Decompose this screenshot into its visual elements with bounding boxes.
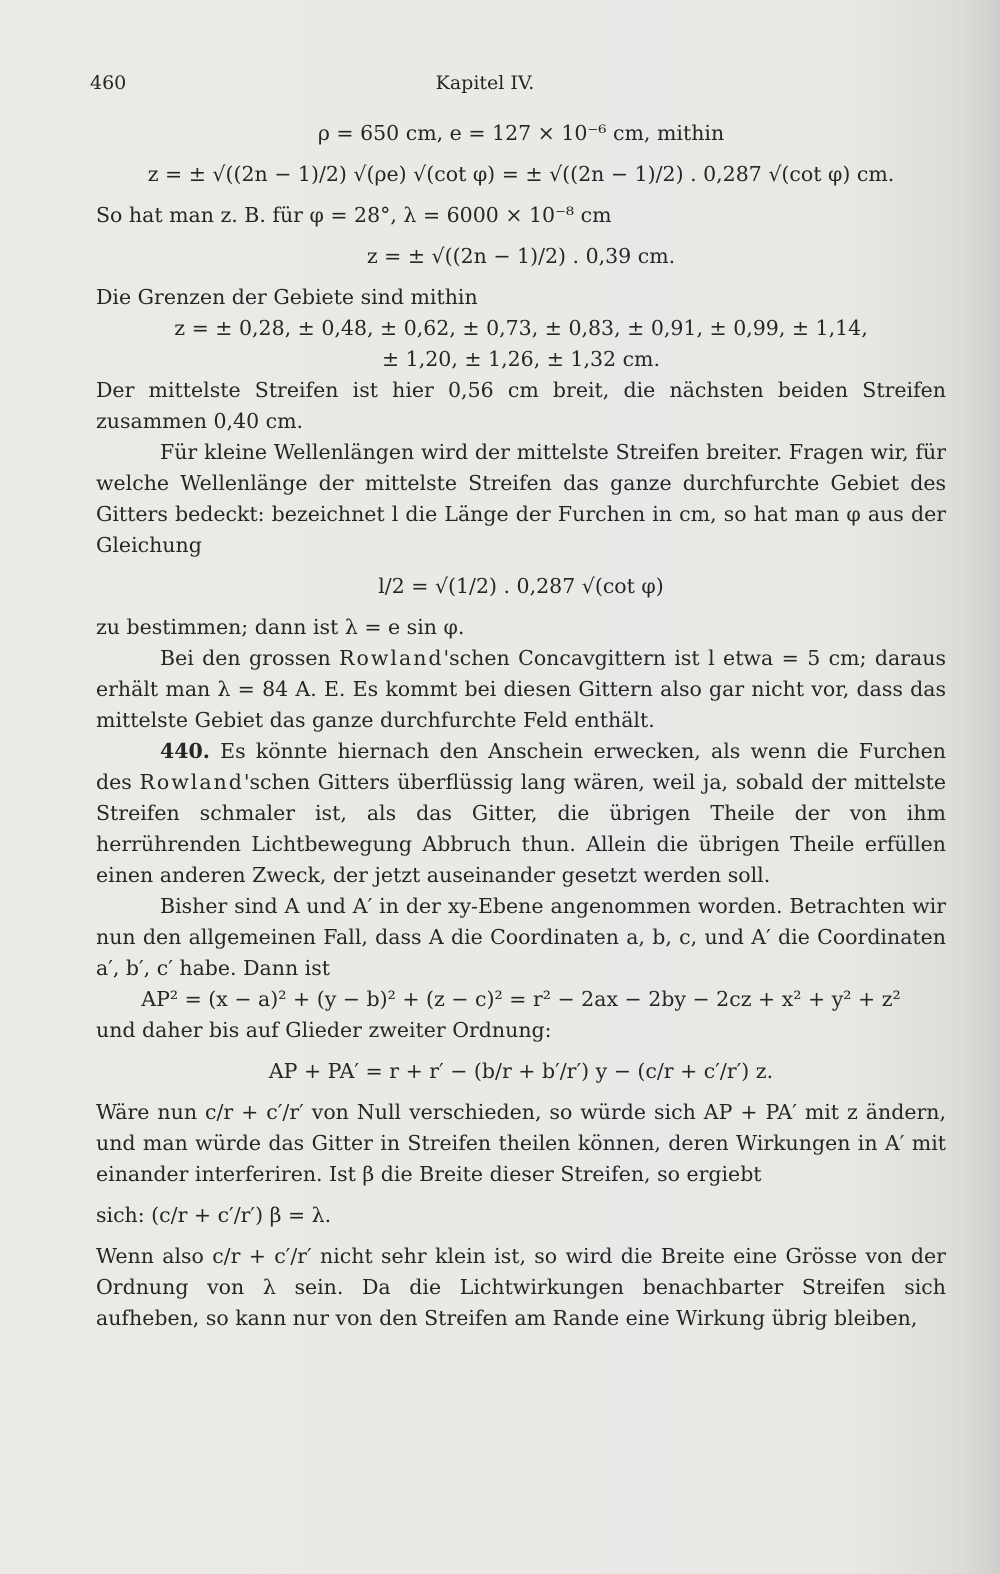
equation-beta: sich: (c/r + c′/r′) β = λ. — [96, 1203, 332, 1227]
text-segment: 'schen Gitters überflüssig lang wären, weil ja, sobald der mittelste Streifen schmaler ist, als das Gitter, die übrigen Theile der von ihm herrührenden Lichtbewegung Abbruch thun. Allein die übrigen Theile erfüllen einen anderen Zweck, der jetzt auseinander gesetzt werden soll. — [96, 770, 947, 887]
page-body — [96, 118, 946, 1334]
paragraph-streifen-breite: Der mittelste Streifen ist hier 0,56 cm breit, die nächsten beiden Streifen zusammen 0,40 cm. — [96, 378, 946, 433]
equation-ap-squared: AP² = (x − a)² + (y − b)² + (z − c)² = r² − 2ax − 2by − 2cz + x² + y² + z² — [141, 987, 901, 1011]
equation-l: l/2 = √(1/2) . 0,287 √(cot φ) — [378, 574, 664, 598]
text-so-hat: So hat man z. B. für φ = 28°, λ = 6000 × 10⁻⁸ cm — [96, 203, 612, 227]
paragraph-section-440 — [96, 736, 946, 891]
text-segment: 'schen Concavgittern ist l etwa = 5 cm; daraus erhält man λ = 84 A. E. Es kommt bei diesen Gittern also gar nicht vor, dass das mittelste Gebiet das ganze durchfurchte Feld enthält. — [96, 646, 946, 732]
chapter-title: Kapitel IV. — [435, 72, 535, 94]
text-grenzen: Die Grenzen der Gebiete sind mithin — [96, 285, 478, 309]
equation-z-values-2: ± 1,20, ± 1,26, ± 1,32 cm. — [381, 347, 661, 371]
paragraph-waere-nun: Wäre nun c/r + c′/r′ von Null verschieden, so würde sich AP + PA′ mit z ändern, und man würde das Gitter in Streifen theilen können, deren Wirkungen in A′ mit einander interferiren. Ist β die Breite dieser Streifen, so ergiebt — [96, 1100, 946, 1186]
text-segment: Es könnte hiernach den Anschein erwecken, als wenn die Furchen des — [96, 739, 946, 794]
equation-rho: ρ = 650 cm, e = 127 × 10⁻⁶ cm, mithin — [317, 121, 725, 145]
paragraph-kleine-wellenlaengen: Für kleine Wellenlängen wird der mittelste Streifen breiter. Fragen wir, für welche Wellenlänge der mittelste Streifen das ganze durchfurchte Gebiet des Gitters bedeckt: bezeichnet l die Länge der Furchen in cm, so hat man φ aus der Gleichung — [96, 440, 946, 557]
name-rowland: Rowland — [139, 770, 244, 794]
paragraph-bisher: Bisher sind A und A′ in der xy-Ebene angenommen worden. Betrachten wir nun den allgemeinen Fall, dass A die Coordinaten a, b, c, und A′ die Coordinaten a′, b′, c′ habe. Dann ist — [96, 894, 946, 980]
page-number: 460 — [90, 72, 127, 94]
equation-z-general: z = ± √((2n − 1)/2) √(ρe) √(cot φ) = ± √((2n − 1)/2) . 0,287 √(cot φ) cm. — [147, 162, 895, 186]
paragraph-wenn-also: Wenn also c/r + c′/r′ nicht sehr klein ist, so wird die Breite eine Grösse von der Ordnung von λ sein. Da die Lichtwirkungen benachbarter Streifen sich aufheben, so kann nur von den Streifen am Rande eine Wirkung übrig bleiben, — [96, 1244, 946, 1330]
equation-z-values-1: z = ± 0,28, ± 0,48, ± 0,62, ± 0,73, ± 0,83, ± 0,91, ± 0,99, ± 1,14, — [174, 316, 868, 340]
equation-z-example: z = ± √((2n − 1)/2) . 0,39 cm. — [366, 244, 676, 268]
paragraph-rowland-gitter — [96, 643, 946, 736]
text-segment: Bei den grossen — [160, 646, 340, 670]
page-header — [90, 72, 940, 104]
equation-ap-plus-pa: AP + PA′ = r + r′ − (b/r + b′/r′) y − (c/r + c′/r′) z. — [268, 1059, 774, 1083]
section-number: 440. — [160, 739, 210, 763]
name-rowland: Rowland — [339, 646, 444, 670]
text-und-daher: und daher bis auf Glieder zweiter Ordnung: — [96, 1018, 552, 1042]
text-zu-bestimmen: zu bestimmen; dann ist λ = e sin φ. — [96, 615, 465, 639]
